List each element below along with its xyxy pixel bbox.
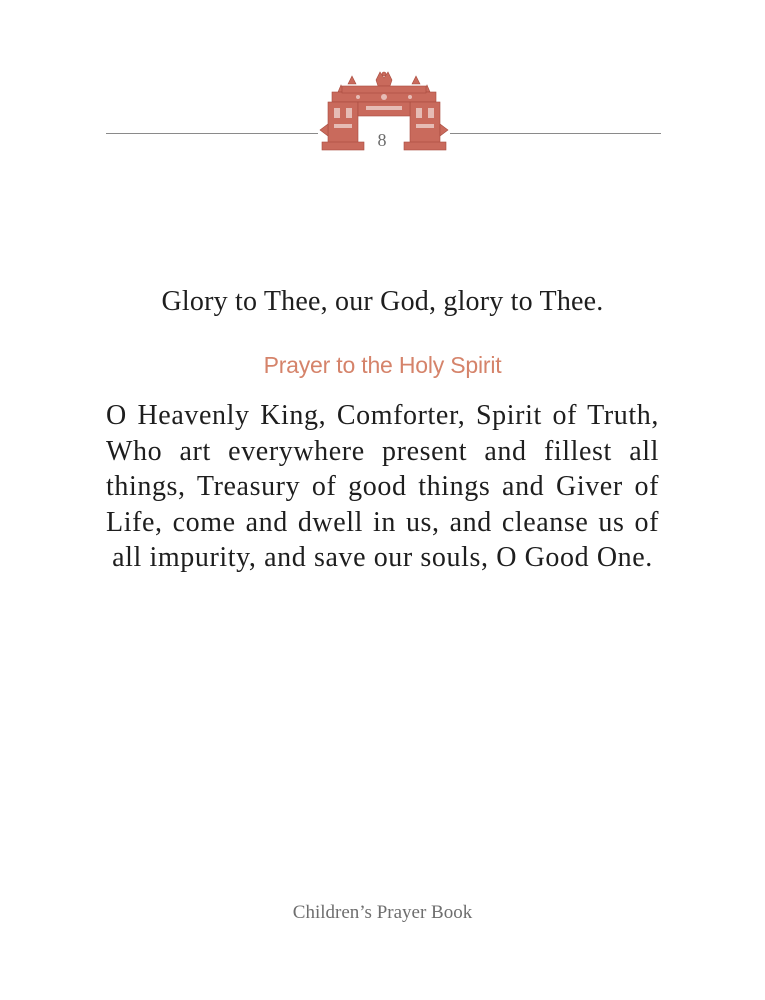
header-rule-right <box>450 133 661 134</box>
prayer-text: O Heavenly King, Comforter, Spirit of Truth, Who art everywhere present and fillest all things, Treasury of good things and Giver of Life, come and dwell in us, and cleanse us of all impurity, and save our souls, O Good One. <box>106 400 659 573</box>
lead-line: Glory to Thee, our God, glory to Thee. <box>161 286 604 317</box>
page-number: 8 <box>377 130 387 150</box>
footer-book-title: Children’s Prayer Book <box>292 902 473 923</box>
header-rule-left <box>106 133 318 134</box>
section-heading: Prayer to the Holy Spirit <box>263 352 502 378</box>
